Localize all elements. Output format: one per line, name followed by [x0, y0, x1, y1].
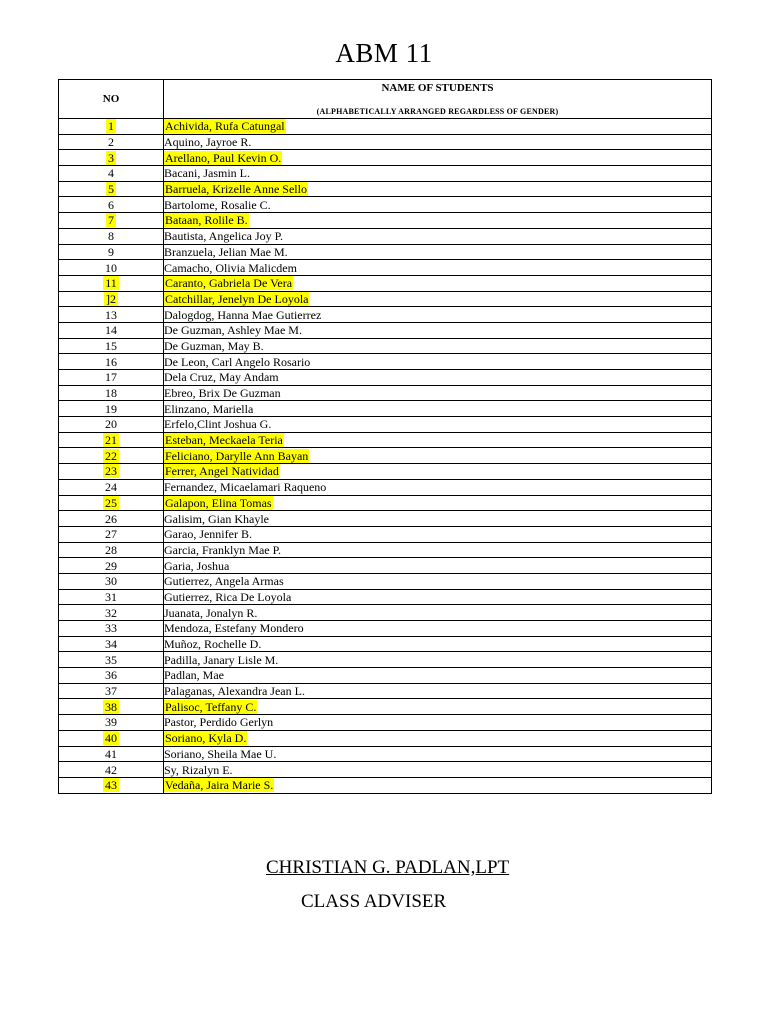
student-number: 23: [105, 464, 117, 479]
student-number-cell: [59, 322, 164, 338]
student-name-cell: [164, 621, 712, 637]
table-row: [59, 668, 712, 684]
student-name-cell: [164, 636, 712, 652]
student-number: 19: [105, 401, 117, 416]
table-row: [59, 636, 712, 652]
table-row: [59, 260, 712, 276]
student-name: Ferrer, Angel Natividad: [165, 464, 279, 479]
student-number: 3: [108, 150, 114, 165]
student-number-cell: [59, 511, 164, 527]
student-number-cell: [59, 275, 164, 291]
student-number: 40: [105, 731, 117, 746]
student-number: 8: [108, 229, 114, 244]
student-name-cell: [164, 668, 712, 684]
student-number-cell: [59, 181, 164, 197]
student-name: Muñoz, Rochelle D.: [164, 637, 262, 652]
student-name: Galapon, Elina Tomas: [165, 495, 272, 510]
column-header-name: [164, 80, 712, 119]
student-number: ]2: [106, 291, 116, 306]
column-header-no: NO: [59, 80, 164, 119]
student-name-cell: [164, 495, 712, 511]
table-row: [59, 401, 712, 417]
student-name: Arellano, Paul Kevin O.: [165, 150, 282, 165]
student-number: 43: [105, 778, 117, 793]
student-name: Garcia, Franklyn Mae P.: [164, 542, 281, 557]
table-row: [59, 275, 712, 291]
table-row: [59, 495, 712, 511]
student-number-cell: [59, 119, 164, 135]
student-name: Padlan, Mae: [164, 668, 224, 683]
student-number-cell: [59, 699, 164, 715]
table-row: [59, 777, 712, 793]
student-number: 14: [105, 323, 117, 338]
student-number: 11: [105, 276, 117, 291]
student-number-cell: [59, 244, 164, 260]
table-row: [59, 464, 712, 480]
table-row: [59, 621, 712, 637]
student-name-cell: [164, 777, 712, 793]
student-number: 30: [105, 574, 117, 589]
student-number-cell: [59, 385, 164, 401]
student-name: Bataan, Rolile B.: [165, 213, 248, 228]
table-row: [59, 322, 712, 338]
student-name-cell: [164, 385, 712, 401]
student-number-cell: [59, 558, 164, 574]
student-number: 5: [108, 182, 114, 197]
student-number-cell: [59, 291, 164, 307]
adviser-name: CHRISTIAN G. PADLAN,LPT: [266, 857, 510, 878]
table-row: [59, 150, 712, 166]
student-name-cell: [164, 370, 712, 386]
table-row: [59, 197, 712, 213]
table-row: [59, 699, 712, 715]
student-number-cell: [59, 683, 164, 699]
student-number-cell: [59, 605, 164, 621]
table-row: [59, 605, 712, 621]
student-number: 35: [105, 652, 117, 667]
student-name-cell: [164, 166, 712, 182]
student-number: 29: [105, 558, 117, 573]
table-row: [59, 354, 712, 370]
student-name-cell: [164, 354, 712, 370]
student-name-cell: [164, 322, 712, 338]
student-name: Palisoc, Teffany C.: [165, 699, 257, 714]
student-number: 13: [105, 307, 117, 322]
student-name: De Guzman, Ashley Mae M.: [164, 323, 302, 338]
student-number: 7: [108, 213, 114, 228]
student-number: 27: [105, 527, 117, 542]
student-name: Bautista, Angelica Joy P.: [164, 229, 283, 244]
student-name: Gutierrez, Angela Armas: [164, 574, 284, 589]
table-row: [59, 370, 712, 386]
student-number: 32: [105, 605, 117, 620]
student-name-cell: [164, 197, 712, 213]
table-row: [59, 558, 712, 574]
student-number: 22: [105, 448, 117, 463]
student-number: 17: [105, 370, 117, 385]
student-table-body: [59, 119, 712, 794]
student-name-cell: [164, 338, 712, 354]
student-name: Bartolome, Rosalie C.: [164, 197, 271, 212]
table-row: [59, 526, 712, 542]
table-row: [59, 683, 712, 699]
document-title: ABM 11: [335, 38, 433, 68]
student-name: Mendoza, Estefany Mondero: [164, 621, 304, 636]
student-name-cell: [164, 244, 712, 260]
student-number-cell: [59, 762, 164, 778]
table-row: [59, 181, 712, 197]
student-number: 24: [105, 480, 117, 495]
student-number: 37: [105, 684, 117, 699]
student-name-cell: [164, 228, 712, 244]
table-row: [59, 589, 712, 605]
student-number-cell: [59, 401, 164, 417]
student-name: Pastor, Perdido Gerlyn: [164, 715, 274, 730]
student-number-cell: [59, 354, 164, 370]
student-name: Sy, Rizalyn E.: [164, 762, 233, 777]
student-name-cell: [164, 730, 712, 746]
student-name-cell: [164, 181, 712, 197]
student-name: Garao, Jennifer B.: [164, 527, 252, 542]
table-row: [59, 715, 712, 731]
student-name: Dalogdog, Hanna Mae Gutierrez: [164, 307, 322, 322]
student-name-cell: [164, 307, 712, 323]
student-number-cell: [59, 589, 164, 605]
student-name-cell: [164, 746, 712, 762]
student-number: 34: [105, 637, 117, 652]
table-row: [59, 746, 712, 762]
table-row: [59, 730, 712, 746]
column-header-name-note: (ALPHABETICALLY ARRANGED REGARDLESS OF GENDER): [316, 107, 559, 116]
student-number-cell: [59, 134, 164, 150]
student-number-cell: [59, 370, 164, 386]
student-number-cell: [59, 464, 164, 480]
table-row: [59, 338, 712, 354]
student-name-cell: [164, 605, 712, 621]
table-row: [59, 166, 712, 182]
student-number-cell: [59, 542, 164, 558]
table-row: [59, 542, 712, 558]
student-name: Vedaña, Jaira Marie S.: [165, 778, 274, 793]
student-number-cell: [59, 448, 164, 464]
student-name: Esteban, Meckaela Teria: [165, 433, 283, 448]
student-number-cell: [59, 636, 164, 652]
student-name-cell: [164, 652, 712, 668]
table-row: [59, 511, 712, 527]
student-number: 28: [105, 542, 117, 557]
student-name-cell: [164, 699, 712, 715]
table-row: [59, 119, 712, 135]
student-number: 38: [105, 699, 117, 714]
student-name-cell: [164, 401, 712, 417]
student-number: 9: [108, 244, 114, 259]
student-number: 25: [105, 495, 117, 510]
student-number-cell: [59, 777, 164, 793]
student-name-cell: [164, 558, 712, 574]
student-name: Branzuela, Jelian Mae M.: [164, 244, 288, 259]
student-name: Garia, Joshua: [164, 558, 230, 573]
student-number: 15: [105, 338, 117, 353]
student-number-cell: [59, 668, 164, 684]
student-name: Soriano, Kyla D.: [165, 731, 247, 746]
student-name: Barruela, Krizelle Anne Sello: [165, 182, 307, 197]
student-number: 2: [108, 135, 114, 150]
student-name-cell: [164, 683, 712, 699]
student-number-cell: [59, 338, 164, 354]
table-row: [59, 307, 712, 323]
student-number: 42: [105, 762, 117, 777]
student-number-cell: [59, 495, 164, 511]
student-name: Bacani, Jasmin L.: [164, 166, 250, 181]
student-name-cell: [164, 432, 712, 448]
adviser-role: CLASS ADVISER: [301, 891, 447, 912]
student-number: 21: [105, 433, 117, 448]
table-row: [59, 244, 712, 260]
table-row: [59, 479, 712, 495]
student-number-cell: [59, 479, 164, 495]
student-number-cell: [59, 197, 164, 213]
student-name-cell: [164, 511, 712, 527]
student-number-cell: [59, 730, 164, 746]
student-number-cell: [59, 213, 164, 229]
student-number-cell: [59, 746, 164, 762]
student-number-cell: [59, 715, 164, 731]
student-name: Palaganas, Alexandra Jean L.: [164, 684, 305, 699]
student-name-cell: [164, 275, 712, 291]
student-name-cell: [164, 464, 712, 480]
table-row: [59, 432, 712, 448]
student-name: Ebreo, Brix De Guzman: [164, 386, 281, 401]
student-number: 36: [105, 668, 117, 683]
table-row: [59, 228, 712, 244]
student-name-cell: [164, 260, 712, 276]
student-number: 20: [105, 417, 117, 432]
table-row: [59, 573, 712, 589]
student-name-cell: [164, 417, 712, 433]
student-name: Juanata, Jonalyn R.: [164, 605, 258, 620]
student-number: 18: [105, 386, 117, 401]
table-row: [59, 134, 712, 150]
student-number: 6: [108, 197, 114, 212]
student-number: 39: [105, 715, 117, 730]
student-name-cell: [164, 715, 712, 731]
student-number: 41: [105, 746, 117, 761]
student-name-cell: [164, 542, 712, 558]
student-name-cell: [164, 479, 712, 495]
student-name: Caranto, Gabriela De Vera: [165, 276, 293, 291]
student-number-cell: [59, 621, 164, 637]
table-row: [59, 385, 712, 401]
student-name: De Leon, Carl Angelo Rosario: [164, 354, 311, 369]
student-name: Gutierrez, Rica De Loyola: [164, 589, 292, 604]
student-number-cell: [59, 417, 164, 433]
student-name-cell: [164, 119, 712, 135]
student-name-cell: [164, 526, 712, 542]
student-name: Padilla, Janary Lisle M.: [164, 652, 279, 667]
student-number-cell: [59, 573, 164, 589]
student-number: 1: [108, 119, 114, 134]
table-row: [59, 762, 712, 778]
student-name: Dela Cruz, May Andam: [164, 370, 279, 385]
student-number: 33: [105, 621, 117, 636]
column-header-name-title: NAME OF STUDENTS: [381, 82, 494, 94]
student-number-cell: [59, 228, 164, 244]
student-name: Aquino, Jayroe R.: [164, 135, 252, 150]
student-number-cell: [59, 260, 164, 276]
student-name: Catchillar, Jenelyn De Loyola: [165, 291, 309, 306]
student-number-cell: [59, 150, 164, 166]
student-name: Feliciano, Darylle Ann Bayan: [165, 448, 309, 463]
student-number-cell: [59, 307, 164, 323]
student-name: Erfelo,Clint Joshua G.: [164, 417, 272, 432]
student-name: Camacho, Olivia Malicdem: [164, 260, 297, 275]
table-row: [59, 291, 712, 307]
student-name-cell: [164, 150, 712, 166]
student-name-cell: [164, 589, 712, 605]
student-table: [58, 79, 712, 794]
student-name: De Guzman, May B.: [164, 338, 264, 353]
student-number: 16: [105, 354, 117, 369]
student-number-cell: [59, 652, 164, 668]
table-header-row: [59, 80, 712, 119]
student-name: Achivida, Rufa Catungal: [165, 119, 285, 134]
student-name: Elinzano, Mariella: [164, 401, 254, 416]
student-name-cell: [164, 573, 712, 589]
student-name-cell: [164, 134, 712, 150]
table-row: [59, 417, 712, 433]
student-number: 26: [105, 511, 117, 526]
student-name: Fernandez, Micaelamari Raqueno: [164, 480, 327, 495]
student-name-cell: [164, 291, 712, 307]
student-name: Soriano, Sheila Mae U.: [164, 746, 277, 761]
student-number-cell: [59, 526, 164, 542]
student-name-cell: [164, 213, 712, 229]
student-number-cell: [59, 432, 164, 448]
student-number: 31: [105, 589, 117, 604]
student-name-cell: [164, 762, 712, 778]
student-number-cell: [59, 166, 164, 182]
table-row: [59, 652, 712, 668]
student-name-cell: [164, 448, 712, 464]
table-row: [59, 448, 712, 464]
student-name: Galisim, Gian Khayle: [164, 511, 269, 526]
student-number: 4: [108, 166, 114, 181]
student-number: 10: [105, 260, 117, 275]
table-row: [59, 213, 712, 229]
